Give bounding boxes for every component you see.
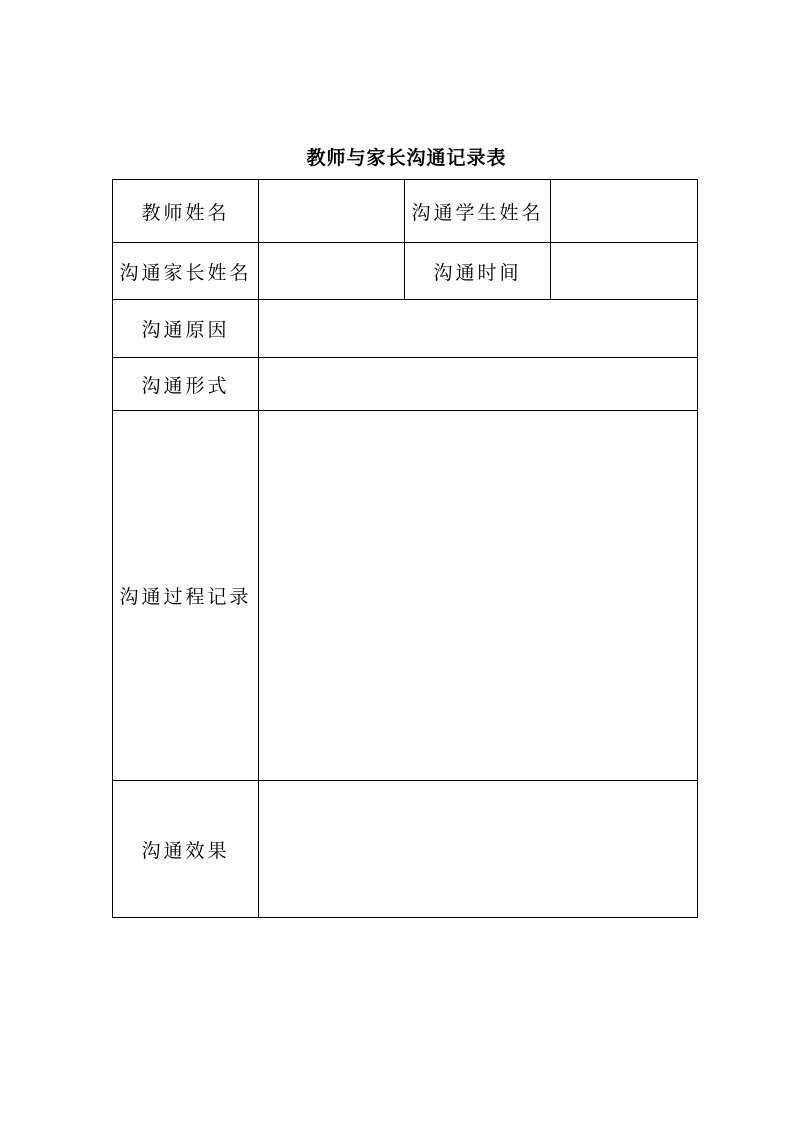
reason-label: 沟通原因 <box>113 300 259 358</box>
table-row <box>113 781 698 918</box>
student-name-field[interactable] <box>551 180 698 243</box>
teacher-name-field[interactable] <box>259 180 405 243</box>
process-record-label: 沟通过程记录 <box>113 411 259 781</box>
page-title: 教师与家长沟通记录表 <box>306 147 507 169</box>
result-field[interactable] <box>259 781 698 918</box>
process-record-field[interactable] <box>259 411 698 781</box>
time-field[interactable] <box>551 243 698 300</box>
table-row <box>113 358 698 411</box>
communication-record-table <box>112 179 698 918</box>
table-row <box>113 411 698 781</box>
time-label: 沟通时间 <box>405 243 551 300</box>
method-label: 沟通形式 <box>113 358 259 411</box>
reason-field[interactable] <box>259 300 698 358</box>
table-row <box>113 300 698 358</box>
parent-name-label: 沟通家长姓名 <box>113 243 259 300</box>
teacher-name-label: 教师姓名 <box>113 180 259 243</box>
parent-name-field[interactable] <box>259 243 405 300</box>
student-name-label: 沟通学生姓名 <box>405 180 551 243</box>
table-row <box>113 243 698 300</box>
result-label: 沟通效果 <box>113 781 259 918</box>
table-row <box>113 180 698 243</box>
method-field[interactable] <box>259 358 698 411</box>
